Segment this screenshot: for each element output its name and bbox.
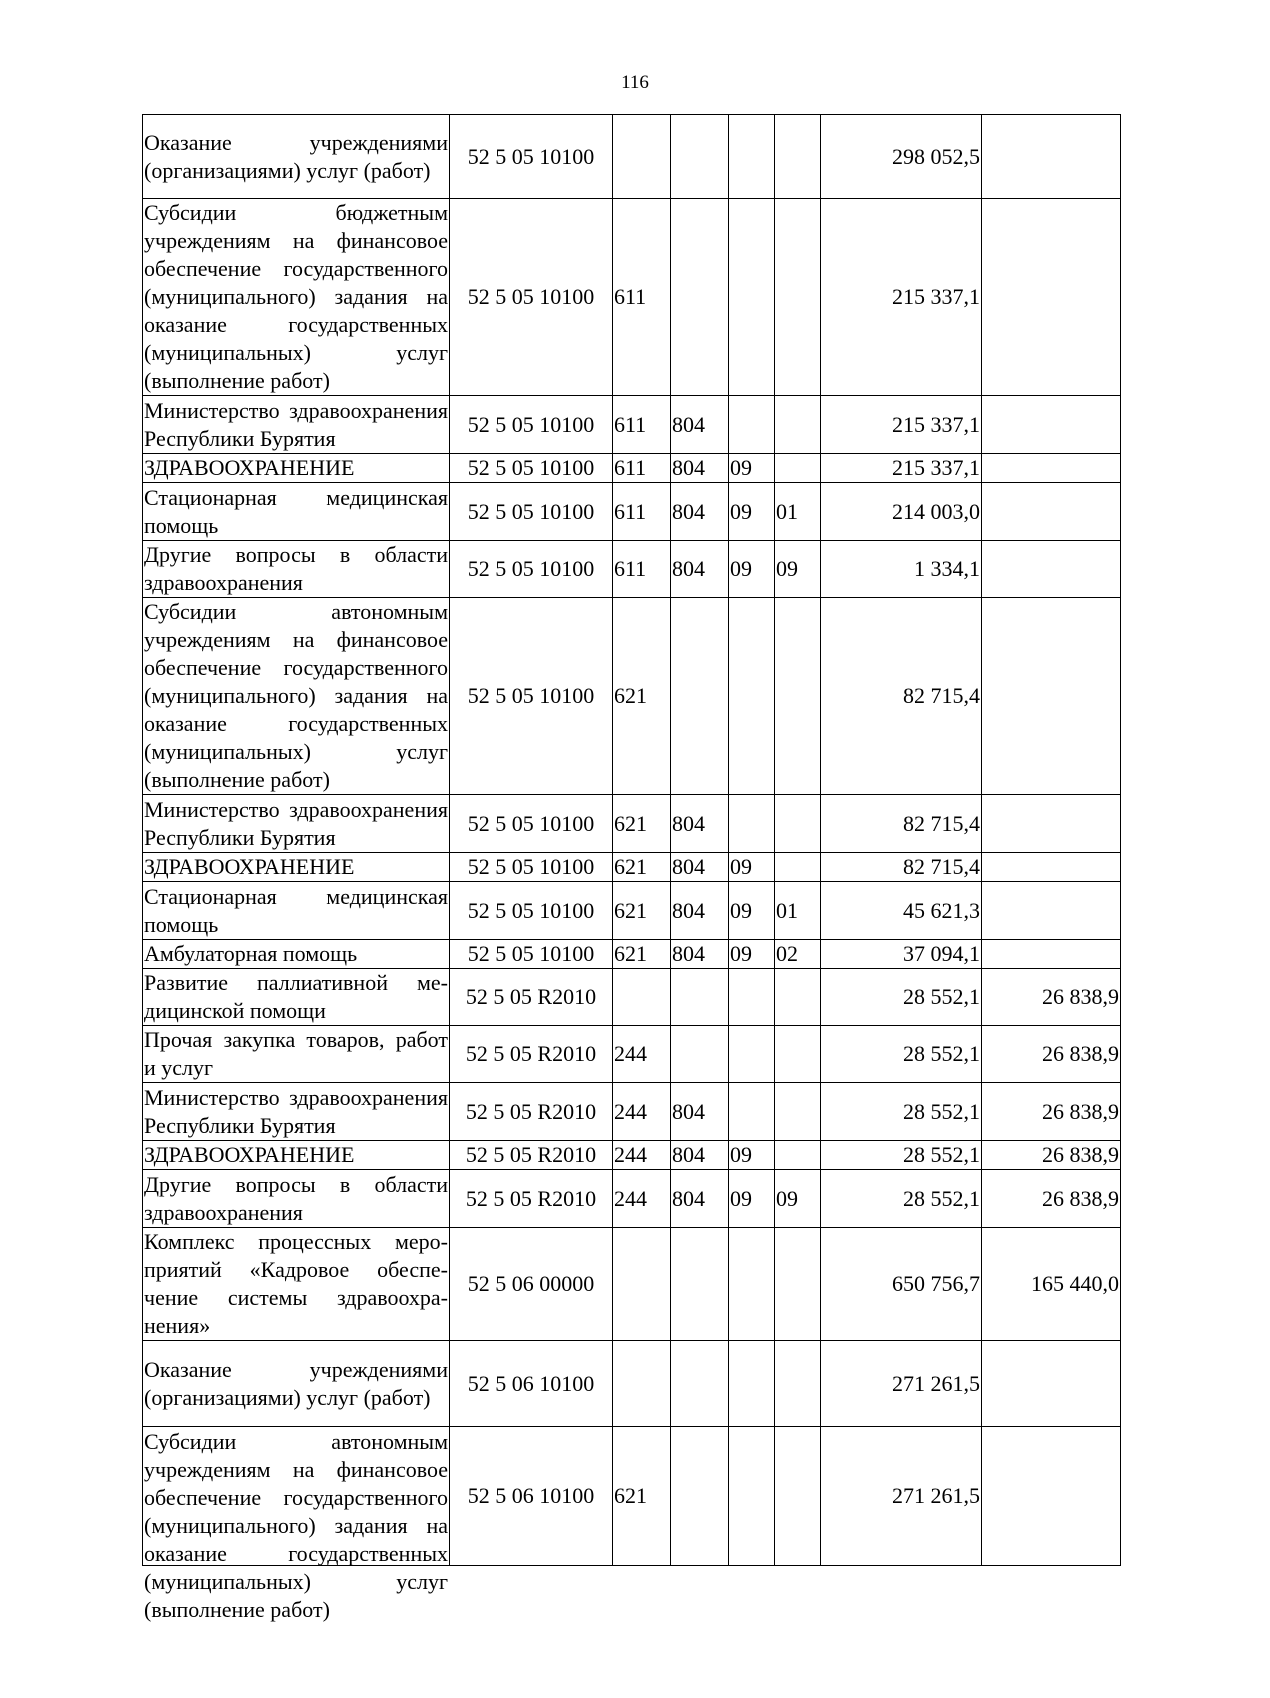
subsection-code-cell	[775, 396, 821, 454]
target-article-code-cell: 52 5 05 R2010	[450, 1026, 613, 1083]
subsection-code-cell	[775, 199, 821, 396]
amount-federal-cell	[982, 396, 1121, 454]
subsection-code-cell	[775, 115, 821, 199]
ministry-code-cell: 804	[671, 853, 729, 882]
ministry-code-cell: 804	[671, 454, 729, 483]
amount-federal-cell: 26 838,9	[982, 969, 1121, 1026]
item-name-cell: Прочая закупка товаров, работ и услуг	[143, 1026, 450, 1083]
subsection-code-cell	[775, 1026, 821, 1083]
subsection-code-cell: 01	[775, 483, 821, 541]
expense-type-code-cell: 621	[613, 882, 671, 940]
amount-cell: 28 552,1	[821, 1141, 982, 1170]
subsection-code-cell	[775, 853, 821, 882]
amount-cell: 215 337,1	[821, 199, 982, 396]
item-name-cell: ЗДРАВООХРАНЕНИЕ	[143, 853, 450, 882]
amount-cell: 215 337,1	[821, 396, 982, 454]
item-name-cell: Субсидии бюджетным учреждениям на финансовое обеспечение государственного (муниципального) задания на оказание государственных (муниципальных) услуг (выполнение работ)	[143, 199, 450, 396]
ministry-code-cell: 804	[671, 795, 729, 853]
amount-cell: 1 334,1	[821, 541, 982, 598]
ministry-code-cell	[671, 1427, 729, 1566]
subsection-code-cell: 02	[775, 940, 821, 969]
section-code-cell: 09	[729, 882, 775, 940]
item-name-cell: Стационарная медицинская помощь	[143, 882, 450, 940]
ministry-code-cell	[671, 199, 729, 396]
target-article-code-cell: 52 5 05 10100	[450, 598, 613, 795]
section-code-cell	[729, 199, 775, 396]
item-name-cell: ЗДРАВООХРАНЕНИЕ	[143, 1141, 450, 1170]
table-row	[143, 1427, 1121, 1566]
ministry-code-cell: 804	[671, 882, 729, 940]
expense-type-code-cell: 621	[613, 795, 671, 853]
expense-type-code-cell: 611	[613, 541, 671, 598]
section-code-cell: 09	[729, 1141, 775, 1170]
expense-type-code-cell: 621	[613, 1427, 671, 1566]
table-row	[143, 115, 1121, 199]
expense-type-code-cell: 621	[613, 940, 671, 969]
ministry-code-cell	[671, 598, 729, 795]
section-code-cell	[729, 1341, 775, 1427]
item-name-cell: Развитие паллиативной медицинской помощи	[143, 969, 450, 1026]
amount-federal-cell	[982, 853, 1121, 882]
amount-cell: 37 094,1	[821, 940, 982, 969]
section-code-cell	[729, 795, 775, 853]
table-row	[143, 483, 1121, 541]
ministry-code-cell: 804	[671, 1141, 729, 1170]
subsection-code-cell	[775, 598, 821, 795]
amount-cell: 650 756,7	[821, 1228, 982, 1341]
expense-type-code-cell: 621	[613, 853, 671, 882]
subsection-code-cell	[775, 1427, 821, 1566]
expense-type-code-cell: 611	[613, 454, 671, 483]
expense-type-code-cell	[613, 1341, 671, 1427]
subsection-code-cell	[775, 795, 821, 853]
expense-type-code-cell: 244	[613, 1170, 671, 1228]
table-row	[143, 1341, 1121, 1427]
table-row	[143, 598, 1121, 795]
section-code-cell	[729, 598, 775, 795]
amount-cell: 271 261,5	[821, 1341, 982, 1427]
item-name-cell: Министерство здравоохранения Республики Бурятия	[143, 795, 450, 853]
target-article-code-cell: 52 5 05 10100	[450, 396, 613, 454]
ministry-code-cell	[671, 115, 729, 199]
amount-cell: 28 552,1	[821, 1026, 982, 1083]
section-code-cell: 09	[729, 541, 775, 598]
subsection-code-cell: 09	[775, 1170, 821, 1228]
item-name-cell: Министерство здравоохранения Республики Бурятия	[143, 396, 450, 454]
table-row	[143, 1170, 1121, 1228]
expense-type-code-cell: 611	[613, 199, 671, 396]
amount-cell: 45 621,3	[821, 882, 982, 940]
expense-type-code-cell	[613, 969, 671, 1026]
table-row	[143, 1083, 1121, 1141]
amount-federal-cell: 26 838,9	[982, 1141, 1121, 1170]
target-article-code-cell: 52 5 06 10100	[450, 1427, 613, 1566]
target-article-code-cell: 52 5 06 10100	[450, 1341, 613, 1427]
target-article-code-cell: 52 5 05 R2010	[450, 969, 613, 1026]
table-row	[143, 396, 1121, 454]
section-code-cell: 09	[729, 940, 775, 969]
amount-cell: 28 552,1	[821, 1170, 982, 1228]
amount-federal-cell	[982, 795, 1121, 853]
item-name-cell: ЗДРАВООХРАНЕНИЕ	[143, 454, 450, 483]
ministry-code-cell	[671, 1341, 729, 1427]
section-code-cell: 09	[729, 454, 775, 483]
target-article-code-cell: 52 5 05 10100	[450, 541, 613, 598]
ministry-code-cell: 804	[671, 940, 729, 969]
amount-federal-cell	[982, 115, 1121, 199]
target-article-code-cell: 52 5 05 10100	[450, 483, 613, 541]
amount-federal-cell	[982, 1427, 1121, 1566]
section-code-cell: 09	[729, 853, 775, 882]
expense-type-code-cell: 244	[613, 1141, 671, 1170]
ministry-code-cell: 804	[671, 1083, 729, 1141]
ministry-code-cell	[671, 1228, 729, 1341]
expense-type-code-cell: 244	[613, 1083, 671, 1141]
table-row	[143, 454, 1121, 483]
amount-federal-cell	[982, 483, 1121, 541]
target-article-code-cell: 52 5 05 10100	[450, 795, 613, 853]
table-row	[143, 882, 1121, 940]
ministry-code-cell	[671, 1026, 729, 1083]
ministry-code-cell: 804	[671, 396, 729, 454]
expense-type-code-cell: 611	[613, 396, 671, 454]
table-row	[143, 853, 1121, 882]
item-name-cell: Оказание учреждениями (организациями) услуг (работ)	[143, 1341, 450, 1427]
amount-federal-cell	[982, 882, 1121, 940]
amount-cell: 28 552,1	[821, 1083, 982, 1141]
ministry-code-cell	[671, 969, 729, 1026]
subsection-code-cell	[775, 1141, 821, 1170]
amount-federal-cell	[982, 454, 1121, 483]
target-article-code-cell: 52 5 05 R2010	[450, 1083, 613, 1141]
target-article-code-cell: 52 5 05 10100	[450, 940, 613, 969]
expense-type-code-cell	[613, 1228, 671, 1341]
section-code-cell	[729, 396, 775, 454]
amount-federal-cell	[982, 940, 1121, 969]
section-code-cell	[729, 1228, 775, 1341]
section-code-cell	[729, 1083, 775, 1141]
target-article-code-cell: 52 5 05 R2010	[450, 1141, 613, 1170]
amount-federal-cell: 26 838,9	[982, 1170, 1121, 1228]
expense-type-code-cell	[613, 115, 671, 199]
subsection-code-cell	[775, 969, 821, 1026]
table-row	[143, 969, 1121, 1026]
budget-table	[142, 114, 1121, 1622]
target-article-code-cell: 52 5 05 10100	[450, 454, 613, 483]
item-name-cell: Стационарная медицинская помощь	[143, 483, 450, 541]
item-name-cell: Амбулаторная помощь	[143, 940, 450, 969]
section-code-cell: 09	[729, 483, 775, 541]
table-row	[143, 1026, 1121, 1083]
amount-cell: 214 003,0	[821, 483, 982, 541]
table-row	[143, 795, 1121, 853]
subsection-code-cell: 09	[775, 541, 821, 598]
item-name-text: Субсидии автономным учреждениям на финансовое обеспечение государственного (муниципального) задания на оказание государственных (муниципальных) услуг (выполнение работ)	[144, 1429, 448, 1622]
ministry-code-cell: 804	[671, 541, 729, 598]
amount-cell: 271 261,5	[821, 1427, 982, 1566]
subsection-code-cell	[775, 1083, 821, 1141]
item-name-cell: Другие вопросы в области здравоохранения	[143, 1170, 450, 1228]
target-article-code-cell: 52 5 05 10100	[450, 853, 613, 882]
amount-cell: 28 552,1	[821, 969, 982, 1026]
subsection-code-cell	[775, 1228, 821, 1341]
table-row	[143, 199, 1121, 396]
table-row	[143, 1228, 1121, 1341]
subsection-code-cell: 01	[775, 882, 821, 940]
expense-type-code-cell: 621	[613, 598, 671, 795]
amount-federal-cell	[982, 541, 1121, 598]
amount-federal-cell: 26 838,9	[982, 1083, 1121, 1141]
amount-federal-cell	[982, 598, 1121, 795]
subsection-code-cell	[775, 454, 821, 483]
expense-type-code-cell: 611	[613, 483, 671, 541]
amount-cell: 215 337,1	[821, 454, 982, 483]
section-code-cell	[729, 115, 775, 199]
subsection-code-cell	[775, 1341, 821, 1427]
amount-federal-cell	[982, 1341, 1121, 1427]
target-article-code-cell: 52 5 05 10100	[450, 882, 613, 940]
page-number: 116	[621, 72, 649, 93]
section-code-cell	[729, 1026, 775, 1083]
table-row	[143, 1141, 1121, 1170]
target-article-code-cell: 52 5 05 10100	[450, 199, 613, 396]
target-article-code-cell: 52 5 05 R2010	[450, 1170, 613, 1228]
target-article-code-cell: 52 5 05 10100	[450, 115, 613, 199]
amount-federal-cell: 165 440,0	[982, 1228, 1121, 1341]
ministry-code-cell: 804	[671, 483, 729, 541]
item-name-cell: Министерство здравоохранения Республики Бурятия	[143, 1083, 450, 1141]
amount-federal-cell: 26 838,9	[982, 1026, 1121, 1083]
item-name-cell: Субсидии автономным учреждениям на финансовое обеспечение государственного (муниципального) задания на оказание государственных (муниципальных) услуг (выполнение работ)	[143, 598, 450, 795]
section-code-cell	[729, 969, 775, 1026]
ministry-code-cell: 804	[671, 1170, 729, 1228]
target-article-code-cell: 52 5 06 00000	[450, 1228, 613, 1341]
section-code-cell: 09	[729, 1170, 775, 1228]
item-name-cell	[143, 1427, 450, 1622]
table-row	[143, 940, 1121, 969]
amount-cell: 298 052,5	[821, 115, 982, 199]
amount-federal-cell	[982, 199, 1121, 396]
expense-type-code-cell: 244	[613, 1026, 671, 1083]
section-code-cell	[729, 1427, 775, 1566]
amount-cell: 82 715,4	[821, 598, 982, 795]
amount-cell: 82 715,4	[821, 853, 982, 882]
item-name-cell: Оказание учреждениями (организациями) услуг (работ)	[143, 115, 450, 199]
item-name-cell: Комплекс процессных мероприятий «Кадровое обеспечение системы здравоохранения»	[143, 1228, 450, 1341]
table-row	[143, 541, 1121, 598]
amount-cell: 82 715,4	[821, 795, 982, 853]
item-name-cell: Другие вопросы в области здравоохранения	[143, 541, 450, 598]
